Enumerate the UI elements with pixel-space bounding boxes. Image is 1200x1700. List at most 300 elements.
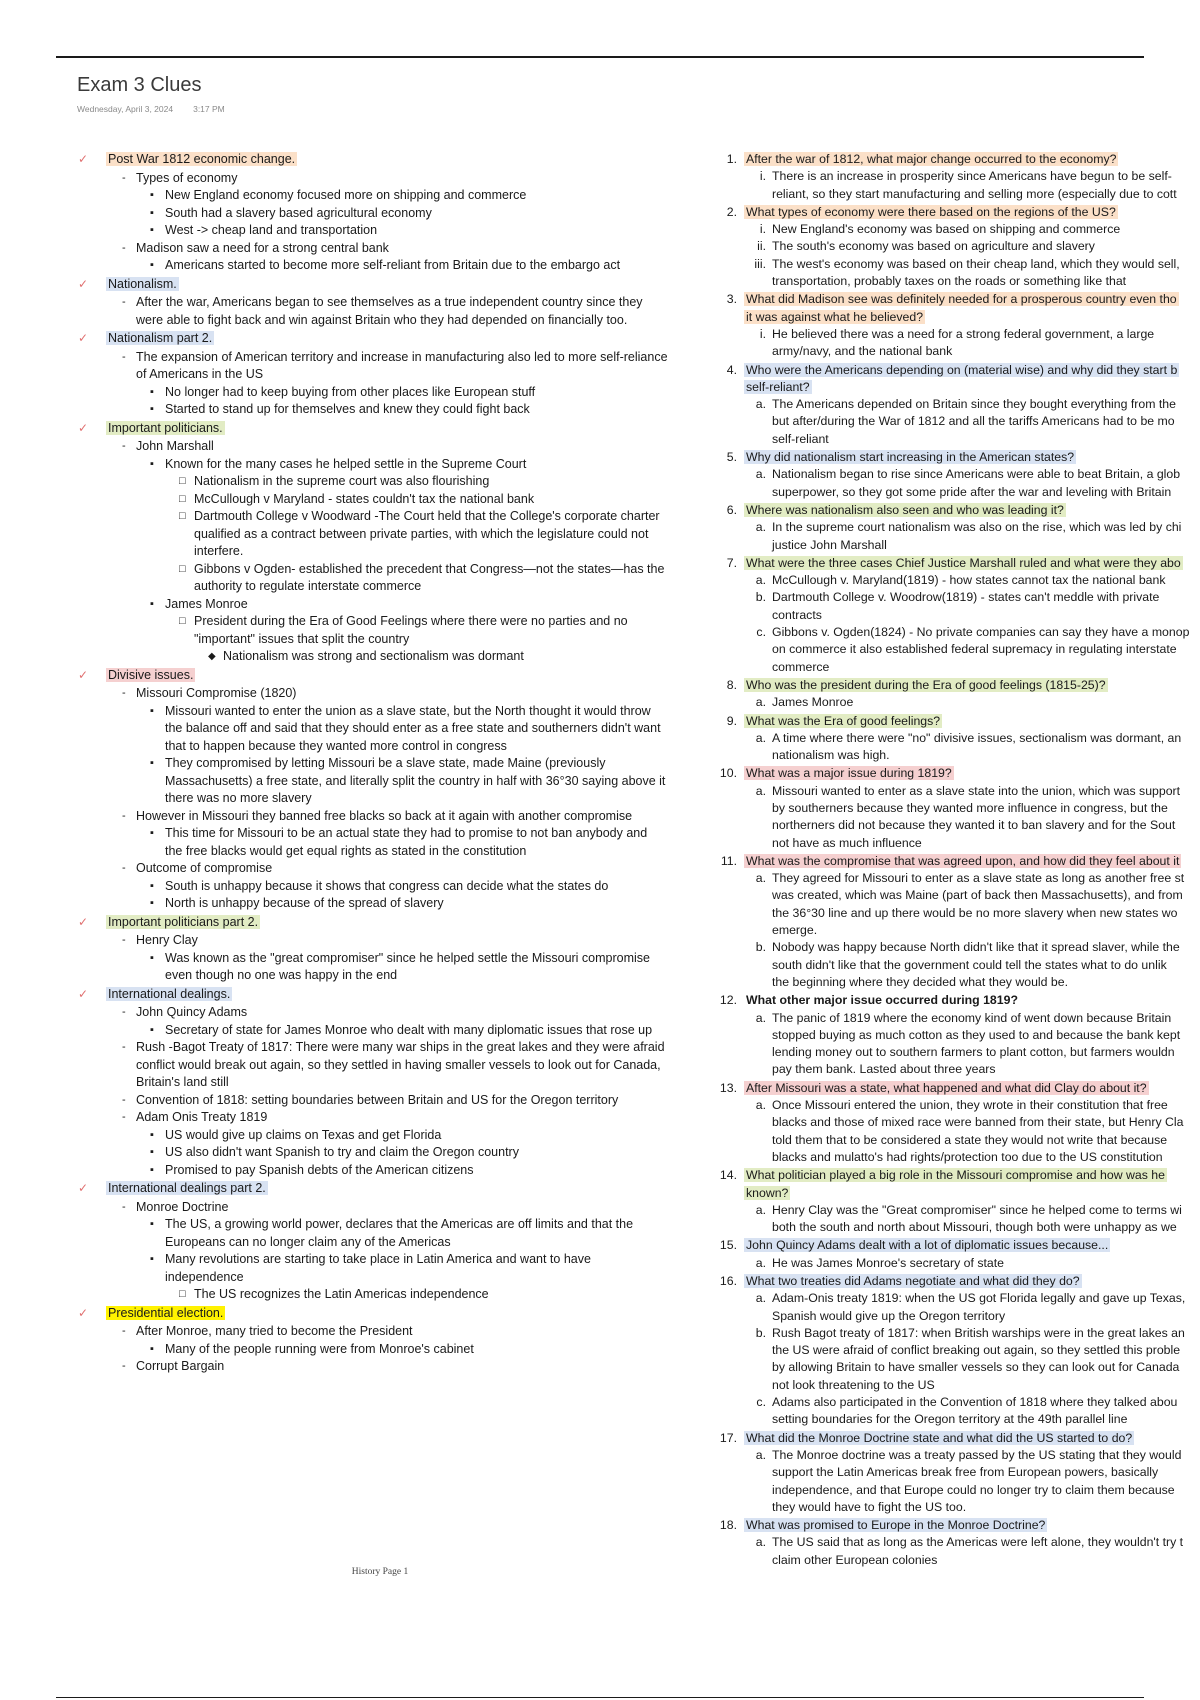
answer-item [712, 939, 1200, 991]
outline-item [78, 508, 668, 561]
outline-text: McCullough v Maryland - states couldn't tax the national bank [194, 491, 535, 506]
answer-line: by southerners because they wanted more influence in congress, but the [772, 800, 1168, 815]
bullet-icon: - [122, 1200, 126, 1213]
question-item [712, 502, 1200, 519]
page-time: 3:17 PM [193, 104, 225, 114]
answer-marker: a. [755, 1010, 766, 1025]
outline-text: No longer had to keep buying from other places like European stuff [165, 384, 536, 399]
bullet-icon: ▪ [150, 1023, 154, 1036]
bullet-icon: - [122, 687, 126, 699]
outline-text: US would give up claims on Texas and get Florida [165, 1127, 442, 1142]
outline-item [78, 1162, 668, 1180]
answer-line: nationalism was high. [772, 748, 890, 763]
outline-text: Known for the many cases he helped settle in the Supreme Court [165, 456, 527, 471]
answer-line: The south's economy was based on agriculture and slavery [772, 239, 1095, 254]
answer-line: Once Missouri entered the union, they wrote in their constitution that free [772, 1098, 1168, 1113]
answer-line: superpower, so they got some pride after the war and leveling with Britain [772, 484, 1172, 499]
bullet-icon: □ [179, 562, 186, 575]
outline-text: US also didn't want Spanish to try and claim the Oregon country [165, 1145, 519, 1159]
bullet-icon: □ [179, 492, 186, 505]
outline-item [78, 1127, 668, 1145]
question-text: What two treaties did Adams negotiate and what did they do? [746, 1274, 1080, 1288]
question-number: 14. [719, 1168, 737, 1183]
outline-text: South had a slavery based agricultural economy [165, 205, 432, 220]
answer-line: transportation, probably taxes on the roads or something like that [772, 274, 1127, 289]
checkmark-icon[interactable]: ✓ [78, 152, 89, 166]
outline-text: President during the Era of Good Feelings where there were no parties and no "important" issues that split the country [194, 614, 628, 646]
outline-item [78, 895, 668, 913]
outline-item [78, 438, 668, 456]
question-text: Why did nationalism start increasing in the American states? [746, 450, 1075, 465]
outline-text: Monroe Doctrine [136, 1199, 229, 1214]
question-number: 1. [726, 152, 737, 166]
outline-item [78, 1251, 668, 1286]
outline-text: John Marshall [136, 439, 214, 453]
outline-text: Nationalism in the supreme court was also flourishing [194, 474, 490, 488]
question-item [712, 291, 1200, 326]
answer-line: was created, which was Maine (part of back then Massachusetts), and from [772, 888, 1183, 903]
outline-text: Nationalism was strong and sectionalism was dormant [223, 649, 524, 663]
bullet-icon: - [122, 1041, 126, 1053]
outline-item [78, 1144, 668, 1162]
outline-item [78, 187, 668, 205]
section-heading [78, 667, 668, 685]
answer-line: northerners did not because they wanted it to ban slavery and for the Sout [772, 818, 1176, 833]
answer-item [712, 730, 1200, 765]
answer-marker: c. [756, 1395, 766, 1410]
question-item [712, 204, 1200, 221]
outline-item [78, 473, 668, 491]
answer-line: but after/during the War of 1812 and all the tariffs Americans had to be mo [772, 414, 1175, 429]
outline-item [78, 648, 668, 666]
outline-item [78, 755, 668, 808]
outline-item [78, 1092, 668, 1110]
answer-line: The panic of 1819 where the economy kind of went down because Britain [772, 1010, 1172, 1025]
answer-line: James Monroe [772, 695, 854, 710]
answer-marker: i. [759, 169, 766, 184]
bullet-icon: ▪ [150, 1253, 154, 1265]
answer-line: blacks and those of mixed race were banned from their state, but Henry Cla [772, 1115, 1184, 1130]
outline-item [78, 1341, 668, 1359]
section-title: Presidential election. [108, 1305, 224, 1320]
question-text: Who was the president during the Era of good feelings (1815-25)? [746, 677, 1106, 692]
answer-item [712, 1255, 1200, 1272]
bullet-icon: ▪ [150, 457, 154, 470]
checkmark-icon[interactable]: ✓ [78, 276, 89, 291]
bullet-icon: - [122, 1111, 126, 1123]
section-title: Important politicians. [108, 420, 223, 435]
answer-line: He was James Monroe's secretary of state [772, 1255, 1004, 1270]
bullet-icon: ▪ [150, 704, 154, 717]
outline-item [78, 170, 668, 188]
answer-marker: i. [759, 222, 766, 237]
question-item [712, 992, 1200, 1009]
answer-marker: a. [755, 1447, 766, 1462]
outline-item [78, 613, 668, 648]
page-date: Wednesday, April 3, 2024 [77, 104, 174, 114]
answer-line: Henry Clay was the "Great compromiser" since he helped come to terms wi [772, 1202, 1182, 1217]
section-title: Nationalism. [108, 276, 177, 291]
question-number: 5. [726, 450, 737, 465]
answer-line: He believed there was a need for a strong federal government, a large [772, 326, 1155, 341]
outline-text: Promised to pay Spanish debts of the American citizens [165, 1162, 474, 1177]
answer-line: the beginning where they decided what they would be. [772, 974, 1069, 989]
section-title: Important politicians part 2. [108, 914, 259, 929]
outline-text: Adam Onis Treaty 1819 [136, 1110, 268, 1124]
outline-item [78, 808, 668, 826]
question-item [712, 362, 1200, 397]
question-text: After Missouri was a state, what happened and what did Clay do about it? [746, 1080, 1147, 1095]
question-item [712, 853, 1200, 870]
bullet-icon: - [122, 934, 126, 946]
outline-item [78, 1323, 668, 1341]
outline-item [78, 384, 668, 402]
answer-item [712, 624, 1200, 676]
answer-line: pay them bank. Lasted about three years [772, 1062, 996, 1077]
answer-line: south didn't like that the government could tell the states what to do unlik [772, 957, 1167, 972]
section-title: International dealings. [108, 986, 231, 1001]
bullet-icon: - [122, 296, 126, 308]
answer-line: Adams also participated in the Convention of 1818 where they talked abou [772, 1395, 1178, 1410]
answer-marker: a. [755, 730, 766, 745]
outline-text: Missouri wanted to enter the union as a slave state, but the North thought it would throw the balance off and said that they should enter as a free state and southerners didn't want that to happen because they wanted more control in congress [165, 703, 661, 753]
answer-line: independence, and that Europe could no longer try to claim them because [772, 1482, 1175, 1497]
section-title: Post War 1812 economic change. [108, 152, 296, 166]
question-text: Who were the Americans depending on (material wise) and why did they start b [746, 362, 1178, 377]
outline-text: The US, a growing world power, declares that the Americas are off limits and that the Europeans can no longer claim any of the Americas [165, 1217, 634, 1249]
outline-text: Missouri Compromise (1820) [136, 686, 297, 700]
answer-line: The Monroe doctrine was a treaty passed by the US stating that they would [772, 1447, 1182, 1462]
answer-line: A time where there were "no" divisive issues, sectionalism was dormant, an [772, 730, 1182, 745]
answer-line: stopped buying as much cotton as they used to and because the bank kept [772, 1027, 1181, 1042]
answer-line: The US said that as long as the Americas were left alone, they wouldn't try t [772, 1535, 1184, 1550]
answer-marker: a. [755, 695, 766, 710]
answer-line: They agreed for Missouri to enter as a slave state as long as another free st [772, 871, 1185, 886]
answer-item [712, 396, 1200, 448]
answer-marker: c. [756, 625, 766, 640]
checkmark-icon[interactable]: ✓ [78, 1181, 89, 1195]
answer-item [712, 694, 1200, 711]
outline-item [78, 561, 668, 596]
answer-line: reliant, so they start manufacturing and selling more (especially due to cott [772, 186, 1177, 201]
answer-marker: a. [755, 1202, 766, 1217]
bullet-icon: - [122, 809, 126, 822]
answer-item [712, 783, 1200, 852]
answer-line: The Americans depended on Britain since they bought everything from the [772, 397, 1176, 412]
section-heading [78, 986, 668, 1004]
answer-item [712, 168, 1200, 203]
answer-item [712, 1010, 1200, 1079]
question-number: 12. [719, 993, 737, 1008]
question-item [712, 713, 1200, 730]
outline-item [78, 222, 668, 240]
question-item [712, 677, 1200, 694]
outline-item [78, 349, 668, 384]
outline-item [78, 860, 668, 878]
answer-item [712, 870, 1200, 939]
section-heading [78, 1180, 668, 1198]
bullet-icon: ▪ [150, 259, 154, 271]
answer-line: Spanish would give up the Oregon territory [772, 1308, 1006, 1323]
outline-item [78, 1216, 668, 1251]
answer-marker: b. [755, 1325, 766, 1340]
question-text: Where was nationalism also seen and who was leading it? [746, 502, 1064, 517]
question-item [712, 555, 1200, 572]
section-heading [78, 420, 668, 438]
answer-marker: b. [755, 590, 766, 605]
answer-line: Dartmouth College v. Woodrow(1819) - states can't meddle with private [772, 590, 1160, 605]
outline-item [78, 1286, 668, 1304]
answer-line: emerge. [772, 923, 818, 938]
outline-item [78, 703, 668, 756]
answer-marker: a. [755, 1535, 766, 1550]
bullet-icon: ▪ [150, 757, 154, 769]
outline-text: James Monroe [165, 596, 248, 611]
section-title: Divisive issues. [108, 667, 194, 682]
answer-line: There is an increase in prosperity since Americans have begun to be self- [772, 169, 1172, 184]
question-item [712, 151, 1200, 168]
question-number: 2. [726, 204, 737, 219]
answer-item [712, 1202, 1200, 1237]
outline-text: After Monroe, many tried to become the President [136, 1324, 413, 1338]
outline-item [78, 1109, 668, 1127]
outline-item [78, 257, 668, 275]
checkmark-icon[interactable]: ✓ [78, 667, 89, 682]
bullet-icon: ▪ [150, 1218, 154, 1230]
outline-text: Was known as the "great compromiser" since he helped settle the Missouri compromise even though no one was happy in the end [165, 950, 651, 982]
answer-line: contracts [772, 607, 822, 622]
outline-text: Henry Clay [136, 933, 198, 947]
bullet-icon: ▪ [150, 206, 154, 219]
section-heading [78, 276, 668, 294]
page-footer: History Page 1 [351, 1567, 409, 1577]
section-heading [78, 914, 668, 932]
answer-line: In the supreme court nationalism was also on the rise, which was led by chi [772, 520, 1182, 535]
answer-line: New England's economy was based on shipping and commerce [772, 222, 1121, 237]
answer-marker: b. [755, 940, 766, 955]
answer-marker: a. [755, 1291, 766, 1306]
outline-text: Secretary of state for James Monroe who dealt with many diplomatic issues that rose up [165, 1022, 653, 1037]
answer-line: told them that to be considered a state they would not write that because [772, 1132, 1168, 1147]
outline-item [78, 825, 668, 860]
section-title: International dealings part 2. [108, 1181, 266, 1195]
question-text-cont: it was against what he believed? [746, 309, 924, 324]
answer-item [712, 1534, 1200, 1569]
outline-text: Gibbons v Ogden- established the precedent that Congress—not the states—has the authority to regulate interstate commerce [194, 561, 665, 593]
bullet-icon: ▪ [150, 189, 154, 201]
outline-text: This time for Missouri to be an actual state they had to promise to not ban anybody and the free blacks would get equal rights as stated in the constitution [165, 826, 648, 858]
outline-item [78, 240, 668, 258]
outline-item [78, 596, 668, 614]
bullet-icon: - [122, 241, 126, 254]
checkmark-icon[interactable]: ✓ [78, 986, 89, 1001]
checkmark-icon[interactable]: ✓ [78, 1305, 89, 1320]
bullet-icon: - [122, 1093, 126, 1106]
answer-line: commerce [772, 659, 830, 674]
section-heading [78, 330, 668, 348]
answer-item [712, 1394, 1200, 1429]
bullet-icon: ▪ [150, 951, 154, 964]
answer-marker: a. [755, 1255, 766, 1270]
question-text: What politician played a big role in the Missouri compromise and how was he [746, 1168, 1165, 1183]
checkmark-icon[interactable]: ✓ [78, 420, 89, 435]
answer-marker: iii. [754, 256, 766, 271]
bullet-icon: □ [179, 510, 186, 522]
answer-item [712, 572, 1200, 589]
outline-text: South is unhappy because it shows that congress can decide what the states do [165, 878, 609, 893]
questions-list [712, 150, 1200, 1567]
question-item [712, 1430, 1200, 1447]
bullet-icon: ▪ [150, 897, 154, 909]
bullet-icon: ▪ [150, 1128, 154, 1141]
question-number: 17. [719, 1430, 737, 1445]
outline-item [78, 878, 668, 896]
outline-item [78, 932, 668, 950]
answer-line: Missouri wanted to enter as a slave state into the union, which was support [772, 783, 1181, 798]
question-text: What was a major issue during 1819? [746, 766, 952, 781]
answer-line: not have as much influence [772, 835, 922, 850]
question-text: What was the Era of good feelings? [746, 713, 941, 728]
outline-item [78, 401, 668, 419]
answer-item [712, 326, 1200, 361]
question-text: What other major issue occurred during 1819? [746, 993, 1018, 1008]
outline-text: Dartmouth College v Woodward -The Court held that the College's corporate charter qualified as a contract between private parties, with which the legislature could not interfere. [194, 509, 660, 558]
outline-text: Started to stand up for themselves and knew they could fight back [165, 402, 530, 416]
bullet-icon: ▪ [150, 1342, 154, 1355]
answer-line: justice John Marshall [772, 537, 887, 552]
outline-text: The US recognizes the Latin Americas independence [194, 1287, 489, 1301]
bullet-icon: - [122, 1006, 126, 1018]
outline-text: Many of the people running were from Monroe's cabinet [165, 1341, 474, 1356]
question-number: 10. [719, 766, 737, 781]
question-text: John Quincy Adams dealt with a lot of diplomatic issues because... [746, 1238, 1109, 1253]
answer-line: Rush Bagot treaty of 1817: when British warships were in the great lakes an [772, 1325, 1185, 1340]
answer-item [712, 1290, 1200, 1325]
answer-line: claim other European colonies [772, 1552, 938, 1567]
question-number: 3. [726, 292, 737, 307]
answer-item [712, 1325, 1200, 1394]
question-number: 11. [720, 853, 737, 868]
answer-line: Gibbons v. Ogden(1824) - No private companies can say they have a monop [772, 625, 1190, 640]
answer-line: blacks and mulatto's had rights/protection too due to the US constitution [772, 1149, 1163, 1164]
answer-item [712, 1097, 1200, 1166]
question-number: 16. [719, 1274, 737, 1288]
bullet-icon: - [122, 440, 126, 452]
outline-item [78, 456, 668, 474]
outline-text: Corrupt Bargain [136, 1359, 225, 1373]
outline-text: They compromised by letting Missouri be a slave state, made Maine (previously Massachusetts) a free state, and literally split the country in half with 36°30 saying above it there was no more slavery [165, 756, 666, 805]
question-text: After the war of 1812, what major change occurred to the economy? [746, 152, 1117, 166]
question-text: What did the Monroe Doctrine state and what did the US started to do? [746, 1430, 1133, 1445]
bullet-icon: ▪ [150, 1163, 154, 1176]
bullet-icon: ▪ [150, 224, 154, 236]
answer-line: Adam-Onis treaty 1819: when the US got Florida legally and gave up Texas, [772, 1291, 1186, 1306]
bullet-icon: ▪ [150, 597, 154, 610]
answer-marker: a. [755, 467, 766, 482]
question-item [712, 765, 1200, 782]
bullet-icon: - [122, 171, 126, 184]
question-text: What types of economy were there based on the regions of the US? [746, 204, 1116, 219]
answer-marker: a. [755, 871, 766, 886]
question-number: 8. [726, 677, 737, 692]
question-item [712, 1237, 1200, 1254]
outline-item [78, 294, 668, 329]
answer-line: setting boundaries for the Oregon territory at the 49th parallel line [772, 1412, 1128, 1427]
answer-line: McCullough v. Maryland(1819) - how states cannot tax the national bank [772, 573, 1166, 588]
answer-marker: i. [759, 326, 766, 341]
answer-line: on commerce it also established federal supremacy in regulating interstate [772, 642, 1177, 657]
answer-item [712, 256, 1200, 291]
section-title: Nationalism part 2. [108, 331, 213, 345]
answer-item [712, 1447, 1200, 1516]
top-rule [56, 56, 1144, 58]
answer-line: Nobody was happy because North didn't like that it spread slaver, while the [772, 940, 1180, 955]
answer-marker: a. [755, 1098, 766, 1113]
outline-item [78, 1039, 668, 1092]
question-text: What was promised to Europe in the Monroe Doctrine? [746, 1518, 1046, 1533]
outline-text: Many revolutions are starting to take place in Latin America and want to have independence [165, 1252, 591, 1284]
bullet-icon: □ [179, 615, 186, 627]
bottom-rule [56, 1697, 1144, 1698]
answer-marker: a. [755, 783, 766, 798]
outline-text: The expansion of American territory and increase in manufacturing also led to more self-reliance of Americans in the US [136, 349, 668, 381]
question-text-cont: known? [746, 1185, 789, 1200]
question-item [712, 1273, 1200, 1290]
answer-line: by allowing Britain to have smaller vessels so they can look out for Canada [772, 1360, 1180, 1375]
outline-item [78, 950, 668, 985]
answer-item [712, 589, 1200, 624]
question-number: 4. [726, 362, 737, 377]
answer-item [712, 466, 1200, 501]
outline-item [78, 685, 668, 703]
outline-item [78, 1199, 668, 1217]
question-item [712, 1167, 1200, 1202]
outline-item [78, 1358, 668, 1376]
answer-item [712, 238, 1200, 255]
outline-item [78, 1004, 668, 1022]
bullet-icon: - [122, 862, 126, 874]
outline-text: New England economy focused more on shipping and commerce [165, 188, 527, 202]
bullet-icon: - [122, 1325, 126, 1337]
question-text: What was the compromise that was agreed upon, and how did they feel about it [746, 853, 1180, 868]
question-text: What did Madison see was definitely needed for a prosperous country even tho [746, 292, 1177, 307]
question-item [712, 1517, 1200, 1534]
checkmark-icon[interactable]: ✓ [78, 331, 89, 345]
bullet-icon: ▪ [150, 403, 154, 415]
answer-line: the 36°30 line and up there would be no more slavery when new states wo [772, 905, 1178, 920]
answer-line: not look threatening to the US [772, 1377, 935, 1392]
outline-text: Rush -Bagot Treaty of 1817: There were many war ships in the great lakes and they were afraid conflict would break out again, so they settled in having smaller vessels to look out for Canada, Britain's land still [136, 1040, 665, 1089]
question-number: 15. [719, 1238, 737, 1253]
answer-marker: a. [755, 397, 766, 412]
bullet-icon: - [122, 350, 126, 363]
outline-text: Types of economy [136, 170, 238, 185]
bullet-icon: ▪ [150, 1146, 154, 1158]
page-meta [77, 104, 225, 114]
answer-line: army/navy, and the national bank [772, 344, 953, 359]
bullet-icon: □ [179, 475, 186, 487]
answer-line: they would have to fight the US too. [772, 1499, 967, 1514]
outline-text: However in Missouri they banned free blacks so back at it again with another compromise [136, 808, 633, 823]
outline-item [78, 205, 668, 223]
bullet-icon: ◆ [208, 651, 216, 662]
answer-marker: a. [755, 573, 766, 588]
answer-marker: ii. [757, 239, 766, 254]
bullet-icon: ▪ [150, 879, 154, 892]
bullet-icon: ▪ [150, 827, 154, 839]
checkmark-icon[interactable]: ✓ [78, 914, 89, 929]
answer-line: support the Latin Americas break free from European powers, basically [772, 1465, 1159, 1480]
